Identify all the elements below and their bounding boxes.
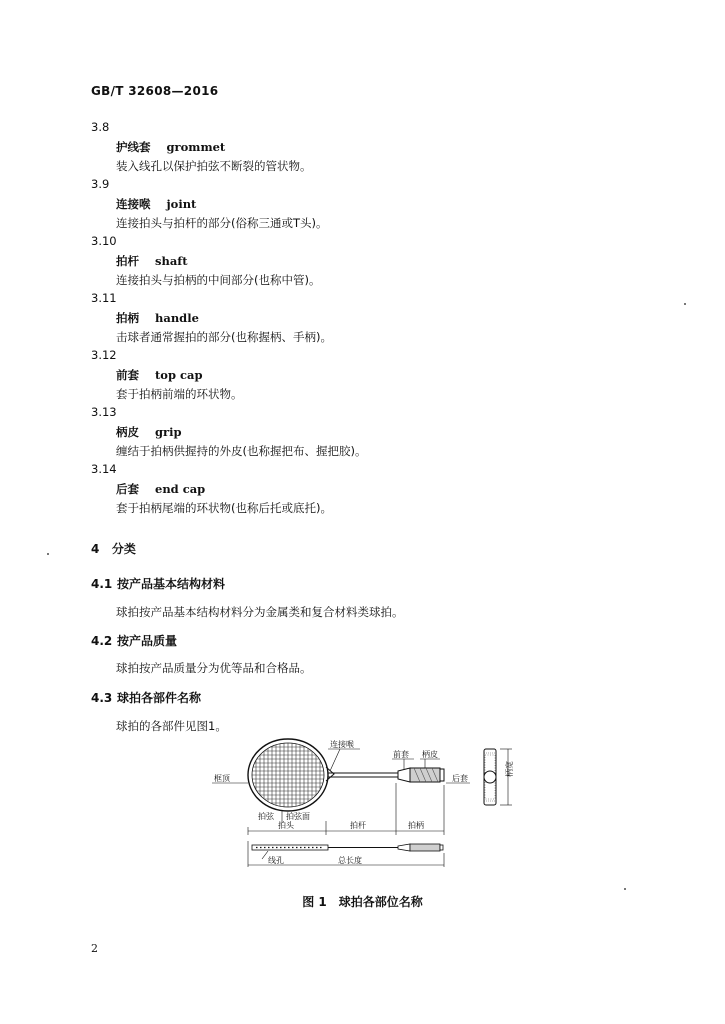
section-heading bbox=[91, 540, 136, 557]
label-end-cap: 后套 bbox=[452, 774, 468, 783]
label-hole: 线孔 bbox=[268, 856, 284, 865]
subsection-number: 4.2 bbox=[91, 634, 113, 648]
standard-header: GB/T 32608—2016 bbox=[91, 84, 219, 98]
term-definition: 套于拍柄尾端的环状物(也称后托或底托)。 bbox=[116, 501, 332, 515]
label-grip: 柄皮 bbox=[422, 750, 438, 759]
section-number: 4 bbox=[91, 542, 100, 556]
term-zh: 连接喉 bbox=[116, 197, 151, 211]
subsection-number: 4.1 bbox=[91, 577, 113, 591]
term-definition: 击球者通常握拍的部分(也称握柄、手柄)。 bbox=[116, 330, 332, 344]
term-title bbox=[116, 139, 225, 155]
term-number: 3.8 bbox=[91, 120, 110, 134]
term-number: 3.9 bbox=[91, 177, 110, 191]
term-en: handle bbox=[155, 311, 199, 325]
string-mesh bbox=[250, 743, 326, 807]
label-top-cap: 前套 bbox=[393, 750, 409, 759]
term-definition: 连接拍头与拍杆的部分(俗称三通或T头)。 bbox=[116, 216, 328, 230]
scan-speck bbox=[684, 303, 686, 305]
racket-side-view bbox=[252, 844, 443, 851]
subsection-heading bbox=[91, 632, 177, 649]
term-number: 3.11 bbox=[91, 291, 117, 305]
scan-speck bbox=[47, 553, 49, 555]
label-total-length: 总长度 bbox=[338, 856, 362, 865]
racket-end-cap bbox=[440, 769, 444, 781]
term-zh: 柄皮 bbox=[116, 425, 139, 439]
term-title bbox=[116, 424, 182, 440]
term-zh: 拍柄 bbox=[116, 311, 139, 325]
racket-top-cap bbox=[398, 768, 410, 782]
label-shaft: 拍杆 bbox=[350, 821, 366, 830]
term-number: 3.12 bbox=[91, 348, 117, 362]
term-zh: 后套 bbox=[116, 482, 139, 496]
section-title: 分类 bbox=[111, 542, 136, 556]
label-handle-width: 柄宽 bbox=[505, 761, 514, 777]
term-definition: 连接拍头与拍柄的中间部分(也称中管)。 bbox=[116, 273, 321, 287]
figure-caption: 图 1 球拍各部位名称 bbox=[302, 895, 423, 909]
subsection-text: 球拍按产品质量分为优等品和合格品。 bbox=[116, 661, 312, 675]
label-string-face: 拍弦面 bbox=[286, 812, 310, 821]
label-handle: 拍柄 bbox=[408, 821, 424, 830]
term-title bbox=[116, 310, 199, 326]
term-number: 3.10 bbox=[91, 234, 117, 248]
term-title bbox=[116, 367, 203, 383]
term-en: shaft bbox=[155, 254, 188, 268]
subsection-title: 按产品质量 bbox=[117, 634, 178, 648]
term-en: end cap bbox=[155, 482, 206, 496]
term-en: grommet bbox=[166, 140, 226, 154]
term-title bbox=[116, 481, 205, 497]
scan-speck bbox=[624, 888, 626, 890]
term-title bbox=[116, 196, 196, 212]
term-zh: 拍杆 bbox=[116, 254, 139, 268]
subsection-title: 按产品基本结构材料 bbox=[117, 577, 226, 591]
subsection-heading bbox=[91, 689, 201, 706]
subsection-heading bbox=[91, 575, 225, 592]
label-joint: 连接喉 bbox=[330, 740, 354, 749]
term-zh: 护线套 bbox=[116, 140, 151, 154]
term-en: grip bbox=[155, 425, 182, 439]
subsection-title: 球拍各部件名称 bbox=[117, 691, 202, 705]
term-en: top cap bbox=[155, 368, 203, 382]
term-definition: 缠结于拍柄供握持的外皮(也称握把布、握把胶)。 bbox=[116, 444, 367, 458]
subsection-text: 球拍的各部件见图1。 bbox=[116, 719, 227, 733]
subsection-number: 4.3 bbox=[91, 691, 113, 705]
term-zh: 前套 bbox=[116, 368, 139, 382]
label-string: 拍弦 bbox=[258, 812, 274, 821]
term-number: 3.14 bbox=[91, 462, 117, 476]
label-frame: 框顶 bbox=[214, 774, 230, 783]
subsection-text: 球拍按产品基本结构材料分为金属类和复合材料类球拍。 bbox=[116, 605, 404, 619]
term-title bbox=[116, 253, 188, 269]
page-number: 2 bbox=[91, 942, 98, 955]
racket-diagram bbox=[200, 735, 530, 885]
label-head: 拍头 bbox=[278, 821, 294, 830]
term-definition: 装入线孔以保护拍弦不断裂的管状物。 bbox=[116, 159, 312, 173]
term-number: 3.13 bbox=[91, 405, 117, 419]
term-en: joint bbox=[166, 197, 197, 211]
term-definition: 套于拍柄前端的环状物。 bbox=[116, 387, 243, 401]
